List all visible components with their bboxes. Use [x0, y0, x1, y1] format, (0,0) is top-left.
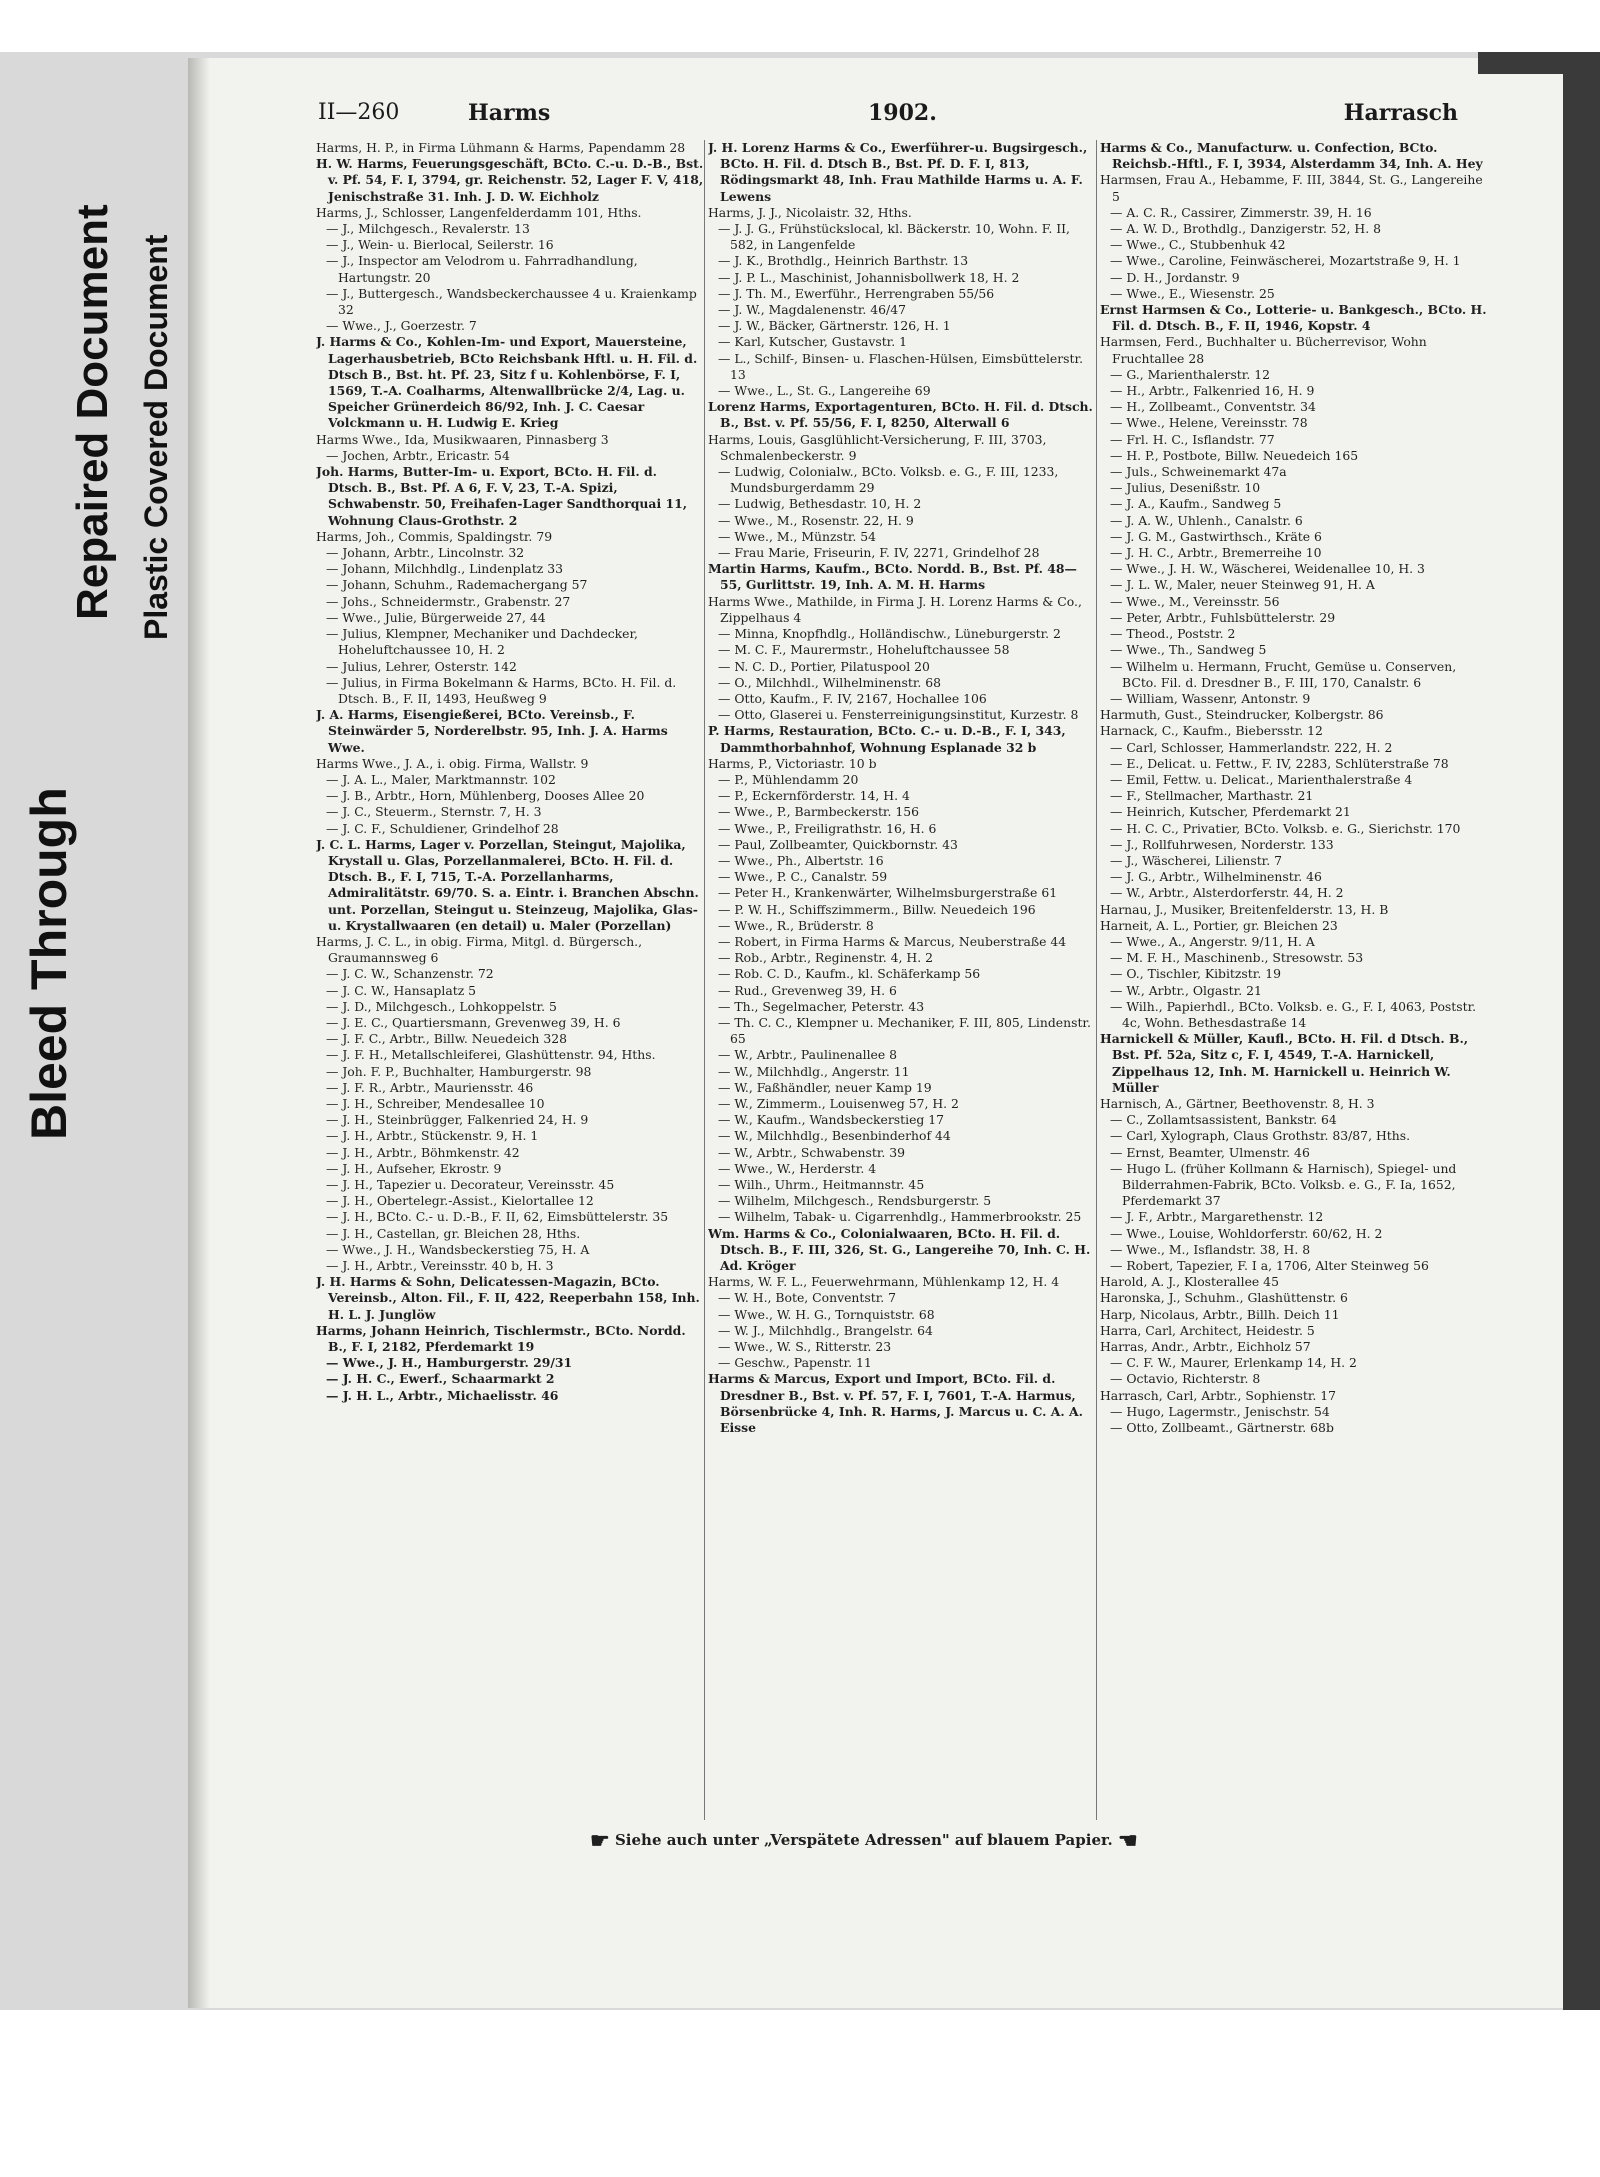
directory-entry: — H., Arbtr., Falkenried 16, H. 9 [1110, 383, 1315, 399]
directory-entry: — Julius, Desenißstr. 10 [1110, 480, 1261, 496]
directory-entry: P. Harms, Restauration, BCto. C.- u. D.-B., F. I, 343, Dammthorbahnhof, Wohnung Esplanade 32 b [708, 723, 1066, 755]
directory-entry: J. Harms & Co., Kohlen-Im- und Export, Mauersteine, Lagerhausbetrieb, BCto Reichsbank Hftl. u. H. Fil. d. Dtsch B., Bst. ht. Pf. 23, Sitz f u. Kohlenbörse, F. I, 1569, T.-A. Coalharms, Altenwallbrücke 2/4, Lag. u. Speicher Grünerdeich 86/92, Inh. J. C. Caesar Volckmann u. H. Ludwig E. Krieg [316, 334, 698, 431]
directory-entry: — J. A. W., Uhlenh., Canalstr. 6 [1110, 512, 1303, 528]
directory-entry: — Wilhelm, Milchgesch., Rendsburgerstr. 5 [718, 1193, 992, 1209]
directory-entry: — J. E. C., Quartiersmann, Grevenweg 39, H. 6 [326, 1014, 621, 1030]
directory-entry: — W., Arbtr., Paulinenallee 8 [718, 1047, 898, 1063]
directory-entry: — Robert, Tapezier, F. I a, 1706, Alter Steinweg 56 [1110, 1258, 1429, 1274]
directory-entry: — J. F., Arbtr., Margarethenstr. 12 [1110, 1209, 1324, 1225]
directory-entry: — Otto, Zollbeamt., Gärtnerstr. 68b [1110, 1420, 1334, 1436]
directory-entry: — G., Marienthalerstr. 12 [1110, 366, 1270, 382]
directory-entry: — J., Wäscherei, Lilienstr. 7 [1110, 852, 1282, 868]
pointing-hand-left-icon: ☚ [1117, 1828, 1138, 1854]
directory-entry: Harms, P., Victoriastr. 10 b [708, 755, 877, 771]
directory-entry: — Johann, Arbtr., Lincolnstr. 32 [326, 545, 525, 561]
directory-entry: — W., Zimmerm., Louisenweg 57, H. 2 [718, 1095, 959, 1111]
directory-entry: Harms, H. P., in Firma Lühmann & Harms, Papendamm 28 [316, 140, 686, 155]
directory-entry: — Heinrich, Kutscher, Pferdemarkt 21 [1110, 804, 1351, 820]
directory-entry: — J. C. W., Hansaplatz 5 [326, 982, 477, 998]
directory-entry: — Julius, in Firma Bokelmann & Harms, BCto. H. Fil. d. Dtsch. B., F. II, 1493, Heußweg 9 [326, 674, 677, 706]
directory-entry: — Wwe., P., Freiligrathstr. 16, H. 6 [718, 820, 937, 836]
footer-text: Siehe auch unter „Verspätete Adressen" auf blauem Papier. [614, 1831, 1113, 1849]
directory-entry: — Juls., Schweinemarkt 47a [1110, 464, 1287, 480]
directory-entry: Harms, Louis, Gasglühlicht-Versicherung, F. III, 3703, Schmalenbeckerstr. 9 [708, 431, 1047, 463]
directory-column-3 [1100, 140, 1488, 1840]
directory-entry: — W., Kaufm., Wandsbeckerstieg 17 [718, 1112, 945, 1128]
directory-entry: J. A. Harms, Eisengießerei, BCto. Vereinsb., F. Steinwärder 5, Norderelbstr. 95, Inh. J. A. Harms Wwe. [316, 707, 668, 755]
directory-entry: — Wwe., Th., Sandweg 5 [1110, 642, 1267, 658]
directory-entry: Harms Wwe., J. A., i. obig. Firma, Wallstr. 9 [316, 755, 589, 771]
directory-entry: — J., Rollfuhrwesen, Norderstr. 133 [1110, 836, 1334, 852]
directory-entry: — J. W., Bäcker, Gärtnerstr. 126, H. 1 [718, 318, 951, 334]
page-number: II—260 [318, 100, 400, 125]
directory-entry: — J. H. L., Arbtr., Michaelisstr. 46 [326, 1387, 559, 1403]
directory-entry: — Wwe., M., Münzstr. 54 [718, 528, 877, 544]
directory-entry: — Rud., Grevenweg 39, H. 6 [718, 982, 897, 998]
directory-entry: — Theod., Poststr. 2 [1110, 626, 1236, 642]
directory-entry: — Wwe., Helene, Vereinsstr. 78 [1110, 415, 1308, 431]
directory-entry: — Jochen, Arbtr., Ericastr. 54 [326, 447, 510, 463]
directory-entry: — W. H., Bote, Conventstr. 7 [718, 1290, 897, 1306]
directory-entry: — P., Mühlendamm 20 [718, 771, 859, 787]
directory-entry: J. H. Harms & Sohn, Delicatessen-Magazin, BCto. Vereinsb., Alton. Fil., F. II, 422, Reeperbahn 158, Inh. H. L. J. Junglöw [316, 1274, 700, 1322]
directory-entry: — J. H., Arbtr., Böhmkenstr. 42 [326, 1144, 520, 1160]
directory-entry: Harms, J., Schlosser, Langenfelderdamm 101, Hths. [316, 204, 642, 220]
page-header [318, 100, 1458, 134]
directory-entry: — Robert, in Firma Harms & Marcus, Neuberstraße 44 [718, 933, 1067, 949]
directory-entry: — M. F. H., Maschinenb., Stresowstr. 53 [1110, 950, 1364, 966]
directory-entry: — Paul, Zollbeamter, Quickbornstr. 43 [718, 836, 958, 852]
directory-entry: — Ernst, Beamter, Ulmenstr. 46 [1110, 1144, 1310, 1160]
directory-entry: — Joh. F. P., Buchhalter, Hamburgerstr. 98 [326, 1063, 592, 1079]
directory-entry: — Wwe., M., Rosenstr. 22, H. 9 [718, 512, 914, 528]
directory-entry: — W., Arbtr., Olgastr. 21 [1110, 982, 1262, 998]
directory-entry: Harms, J. J., Nicolaistr. 32, Hths. [708, 204, 912, 220]
directory-entry: — William, Wassenr, Antonstr. 9 [1110, 690, 1311, 706]
directory-entry: — J. H., Obertelegr.-Assist., Kielortallee 12 [326, 1193, 594, 1209]
column-divider [1096, 140, 1097, 1820]
directory-entry: — Hugo, Lagermstr., Jenischstr. 54 [1110, 1403, 1330, 1419]
directory-entry: — A. W. D., Brothdlg., Danzigerstr. 52, H. 8 [1110, 221, 1381, 237]
directory-entry: — J., Inspector am Velodrom u. Fahrradhandlung, Hartungstr. 20 [326, 253, 638, 285]
directory-entry: — J. P. L., Maschinist, Johannisbollwerk 18, H. 2 [718, 269, 1020, 285]
directory-entry: — J. F. H., Metallschleiferei, Glashüttenstr. 94, Hths. [326, 1047, 656, 1063]
directory-entry: Harms Wwe., Ida, Musikwaaren, Pinnasberg 3 [316, 431, 609, 447]
directory-entry: — F., Stellmacher, Marthastr. 21 [1110, 788, 1314, 804]
directory-entry: — J., Milchgesch., Revalerstr. 13 [326, 221, 530, 237]
directory-entry: — Wwe., J. H., Hamburgerstr. 29/31 [326, 1355, 573, 1371]
directory-entry: Joh. Harms, Butter-Im- u. Export, BCto. H. Fil. d. Dtsch. B., Bst. Pf. A 6, F. V, 23, T.-A. Spizi, Schwabenstr. 50, Freihafen-Lager Sandthorquai 11, Wohnung Claus-Grothstr. 2 [316, 464, 688, 528]
directory-entry: — A. C. R., Cassirer, Zimmerstr. 39, H. 16 [1110, 204, 1372, 220]
directory-entry: Harneit, A. L., Portier, gr. Bleichen 23 [1100, 917, 1338, 933]
directory-entry: Martin Harms, Kaufm., BCto. Nordd. B., Bst. Pf. 48—55, Gurlittstr. 19, Inh. A. M. H. Harms [708, 561, 1077, 593]
directory-entry: — Julius, Klempner, Mechaniker und Dachdecker, Hoheluftchaussee 10, H. 2 [326, 626, 638, 658]
directory-entry: — J. H., Steinbrügger, Falkenried 24, H. 9 [326, 1112, 589, 1128]
directory-entry: — C. F. W., Maurer, Erlenkamp 14, H. 2 [1110, 1355, 1357, 1371]
directory-entry: — W., Faßhändler, neuer Kamp 19 [718, 1079, 932, 1095]
directory-entry: — P., Eckernförderstr. 14, H. 4 [718, 788, 910, 804]
directory-entry: — Wilh., Uhrm., Heitmannstr. 45 [718, 1177, 925, 1192]
directory-entry: — Wwe., J., Goerzestr. 7 [326, 318, 477, 334]
directory-entry: Harms Wwe., Mathilde, in Firma J. H. Lorenz Harms & Co., Zippelhaus 4 [708, 593, 1082, 625]
directory-entry: — O., Milchhdl., Wilhelminenstr. 68 [718, 674, 942, 690]
directory-entry: — Wilhelm u. Hermann, Frucht, Gemüse u. Conserven, BCto. Fil. d. Dresdner B., F. III, 170, Canalstr. 6 [1110, 658, 1457, 690]
directory-entry: — Wwe., Ph., Albertstr. 16 [718, 852, 884, 868]
directory-entry: — J. H. C., Arbtr., Bremerreihe 10 [1110, 545, 1322, 561]
directory-entry: — Hugo L. (früher Kollmann & Harnisch), Spiegel- und Bilderrahmen-Fabrik, BCto. Volksb. e. G., F. Ia, 1652, Pferdemarkt 37 [1110, 1160, 1457, 1209]
directory-entry: J. H. Lorenz Harms & Co., Ewerführer-u. Bugsirgesch., BCto. H. Fil. d. Dtsch B., Bst. Pf. D. F. I, 813, Rödingsmarkt 48, Inh. Frau Mathilde Harms u. A. F. Lewens [708, 140, 1088, 204]
directory-entry: — Th., Segelmacher, Peterstr. 43 [718, 998, 925, 1014]
directory-entry: — J. H., Arbtr., Stückenstr. 9, H. 1 [326, 1128, 539, 1144]
directory-entry: — J. C. F., Schuldiener, Grindelhof 28 [326, 820, 559, 836]
directory-entry: — Peter, Arbtr., Fuhlsbüttelerstr. 29 [1110, 609, 1336, 625]
directory-entry: — Wwe., W. S., Ritterstr. 23 [718, 1339, 892, 1355]
directory-entry: — J. H., BCto. C.- u. D.-B., F. II, 62, Eimsbüttelerstr. 35 [326, 1209, 669, 1225]
directory-entry: — J. H., Schreiber, Mendesallee 10 [326, 1095, 545, 1111]
directory-entry: — Wwe., L., St. G., Langereihe 69 [718, 383, 931, 399]
directory-entry: — Ludwig, Bethesdastr. 10, H. 2 [718, 496, 922, 512]
directory-entry: — W., Arbtr., Schwabenstr. 39 [718, 1144, 906, 1160]
directory-entry: — C., Zollamtsassistent, Bankstr. 64 [1110, 1112, 1337, 1128]
directory-entry: — Geschw., Papenstr. 11 [718, 1355, 872, 1371]
directory-entry: Harms, Johann Heinrich, Tischlermstr., BCto. Nordd. B., F. I, 2182, Pferdemarkt 19 [316, 1322, 686, 1355]
directory-entry: Harms & Co., Manufacturw. u. Confection, BCto. Reichsb.-Hftl., F. I, 3934, Alsterdamm 34, Inh. A. Hey [1100, 140, 1483, 172]
directory-entry: — Johann, Milchhdlg., Lindenplatz 33 [326, 561, 564, 577]
directory-entry: — J. F. C., Arbtr., Billw. Neuedeich 328 [326, 1031, 567, 1047]
directory-entry: Harms, W. F. L., Feuerwehrmann, Mühlenkamp 12, H. 4 [708, 1274, 1060, 1290]
directory-entry: — Wwe., J. H. W., Wäscherei, Weidenallee 10, H. 3 [1110, 561, 1425, 577]
directory-entry: — Wwe., M., Isflandstr. 38, H. 8 [1110, 1241, 1311, 1257]
directory-entry: — Otto, Glaserei u. Fensterreinigungsinstitut, Kurzestr. 8 [718, 707, 1079, 723]
directory-entry: — Wwe., R., Brüderstr. 8 [718, 917, 874, 933]
directory-entry: — Wwe., Louise, Wohldorferstr. 60/62, H. 2 [1110, 1225, 1383, 1241]
directory-entry: Harms, J. C. L., in obig. Firma, Mitgl. d. Bürgersch., Graumannsweg 6 [316, 933, 643, 966]
directory-entry: — J. G., Arbtr., Wilhelminenstr. 46 [1110, 869, 1322, 885]
pointing-hand-right-icon: ☛ [590, 1828, 610, 1854]
directory-entry: — Wwe., W., Herderstr. 4 [718, 1160, 877, 1176]
directory-entry: — Wilh., Papierhdl., BCto. Volksb. e. G., F. I, 4063, Poststr. 4c, Wohn. Bethesdastraße 14 [1110, 998, 1477, 1030]
directory-entry: — W., Milchhdlg., Angerstr. 11 [718, 1063, 910, 1079]
directory-entry: — J. H., Tapezier u. Decorateur, Vereinsstr. 45 [326, 1177, 615, 1192]
directory-entry: — Frl. H. C., Isflandstr. 77 [1110, 431, 1275, 447]
label-bleed-through: Bleed Through [21, 787, 77, 1140]
directory-entry: Harnisch, A., Gärtner, Beethovenstr. 8, H. 3 [1100, 1095, 1375, 1111]
scanner-edge-right [1563, 52, 1600, 2010]
directory-entry: — Carl, Schlosser, Hammerlandstr. 222, H. 2 [1110, 739, 1393, 755]
directory-entry: — Octavio, Richterstr. 8 [1110, 1371, 1261, 1387]
directory-entry: Harms, Joh., Commis, Spaldingstr. 79 [316, 528, 553, 544]
directory-entry: Lorenz Harms, Exportagenturen, BCto. H. Fil. d. Dtsch. B., Bst. v. Pf. 55/56, F. I, 8250, Alterwall 6 [708, 399, 1093, 431]
directory-entry: — J. K., Brothdlg., Heinrich Barthstr. 13 [718, 253, 969, 269]
directory-entry: Harnau, J., Musiker, Breitenfelderstr. 13, H. B [1100, 901, 1389, 917]
page-binding-shadow [188, 58, 210, 2008]
directory-entry: — Peter H., Krankenwärter, Wilhelmsburgerstraße 61 [718, 885, 1058, 901]
directory-entry: — Wwe., W. H. G., Tornquiststr. 68 [718, 1306, 935, 1322]
directory-entry: — Wwe., E., Wiesenstr. 25 [1110, 285, 1275, 301]
directory-entry: — M. C. F., Maurermstr., Hoheluftchaussee 58 [718, 642, 1010, 658]
directory-entry: — J. G. M., Gastwirthsch., Kräte 6 [1110, 528, 1322, 544]
directory-entry: Harmsen, Ferd., Buchhalter u. Bücherrevisor, Wohn Fruchtallee 28 [1100, 334, 1427, 366]
directory-entry: — Julius, Lehrer, Osterstr. 142 [326, 658, 517, 674]
directory-entry: Harmsen, Frau A., Hebamme, F. III, 3844, St. G., Langereihe 5 [1100, 172, 1483, 204]
directory-entry: — D. H., Jordanstr. 9 [1110, 269, 1240, 285]
directory-entry: Harms & Marcus, Export und Import, BCto. Fil. d. Dresdner B., Bst. v. Pf. 57, F. I, 7601, T.-A. Harmus, Börsenbrücke 4, Inh. R. Harms, J. Marcus u. C. A. A. Eisse [708, 1371, 1083, 1436]
footer-note [590, 1828, 1190, 1854]
directory-entry: — Wwe., P. C., Canalstr. 59 [718, 869, 888, 885]
directory-entry: Harmuth, Gust., Steindrucker, Kolbergstr. 86 [1100, 707, 1384, 723]
directory-entry: — H., Zollbeamt., Conventstr. 34 [1110, 399, 1316, 415]
directory-entry: — O., Tischler, Kibitzstr. 19 [1110, 966, 1281, 982]
directory-entry: — Wwe., P., Barmbeckerstr. 156 [718, 804, 920, 820]
directory-entry: — Emil, Fettw. u. Delicat., Marienthalerstraße 4 [1110, 771, 1413, 787]
column-divider [704, 140, 705, 1820]
label-plastic-covered: Plastic Covered Document [138, 234, 174, 640]
directory-entry: — J., Buttergesch., Wandsbeckerchaussee 4 u. Kraienkamp 32 [326, 285, 697, 318]
directory-entry: — H. C. C., Privatier, BCto. Volksb. e. G., Sierichstr. 170 [1110, 820, 1461, 836]
directory-column-1 [316, 140, 704, 1840]
header-left-keyword: Harms [468, 100, 551, 126]
directory-entry: Harp, Nicolaus, Arbtr., Billh. Deich 11 [1100, 1306, 1340, 1322]
directory-entry: — J. H., Aufseher, Ekrostr. 9 [326, 1160, 502, 1176]
directory-entry: — Rob., Arbtr., Reginenstr. 4, H. 2 [718, 950, 933, 966]
directory-entry: — W., Arbtr., Alsterdorferstr. 44, H. 2 [1110, 885, 1344, 901]
directory-entry: — Otto, Kaufm., F. IV, 2167, Hochallee 106 [718, 690, 987, 706]
directory-entry: — W., Milchhdlg., Besenbinderhof 44 [718, 1128, 951, 1144]
directory-entry: — J. C. W., Schanzenstr. 72 [326, 966, 494, 982]
directory-entry: — L., Schilf-, Binsen- u. Flaschen-Hülsen, Eimsbüttelerstr. 13 [718, 350, 1084, 382]
header-right-keyword: Harrasch [1343, 100, 1458, 126]
directory-entry: — H. P., Postbote, Billw. Neuedeich 165 [1110, 447, 1359, 463]
directory-entry: H. W. Harms, Feuerungsgeschäft, BCto. C.-u. D.-B., Bst. v. Pf. 54, F. I, 3794, gr. Reichenstr. 52, Lager F. V, 418, Jenischstraße 31. Inh. J. D. W. Eichholz [316, 156, 704, 204]
directory-entry: Harras, Andr., Arbtr., Eichholz 57 [1100, 1339, 1311, 1355]
directory-entry: Harrasch, Carl, Arbtr., Sophienstr. 17 [1100, 1387, 1337, 1403]
directory-entry: Ernst Harmsen & Co., Lotterie- u. Bankgesch., BCto. H. Fil. d. Dtsch. B., F. II, 1946, Kopstr. 4 [1100, 302, 1487, 334]
directory-entry: Wm. Harms & Co., Colonialwaaren, BCto. H. Fil. d. Dtsch. B., F. III, 326, St. G., Langereihe 70, Inh. C. H. Ad. Kröger [708, 1225, 1091, 1274]
header-year: 1902. [868, 100, 937, 126]
directory-entry: — Frau Marie, Friseurin, F. IV, 2271, Grindelhof 28 [718, 545, 1040, 561]
directory-entry: — P. W. H., Schiffszimmerm., Billw. Neuedeich 196 [718, 901, 1036, 917]
directory-entry: — Wwe., M., Vereinsstr. 56 [1110, 593, 1280, 609]
directory-entry: — Wilhelm, Tabak- u. Cigarrenhdlg., Hammerbrookstr. 25 [718, 1209, 1082, 1225]
directory-entry: — Th. C. C., Klempner u. Mechaniker, F. III, 805, Lindenstr. 65 [718, 1014, 1091, 1047]
directory-entry: — Ludwig, Colonialw., BCto. Volksb. e. G., F. III, 1233, Mundsburgerdamm 29 [718, 464, 1059, 496]
directory-entry: — N. C. D., Portier, Pilatuspool 20 [718, 658, 930, 674]
directory-entry: — J. D., Milchgesch., Lohkoppelstr. 5 [326, 998, 557, 1014]
document-labels [20, 160, 180, 1140]
directory-entry: — J. W., Magdalenenstr. 46/47 [718, 302, 906, 318]
label-repaired-document: Repaired Document [68, 204, 117, 620]
directory-entry: — Wwe., A., Angerstr. 9/11, H. A [1110, 933, 1315, 949]
directory-entry: — J. C., Steuerm., Sternstr. 7, H. 3 [326, 804, 542, 820]
directory-entry: J. C. L. Harms, Lager v. Porzellan, Steingut, Majolika, Krystall u. Glas, Porzellanmalerei, BCto. H. Fil. d. Dtsch. B., F. I, 715, T.-A. Porzellanharms, Admiralitätstr. 69/70. S. a. Eintr. i. Branchen Abschn. unt. Porzellan, Steingut u. Steinzeug, Majolika, Glas- u. Krystallwaaren (en detail) u. Maler (Porzellan) [316, 836, 699, 933]
directory-entry: — J. Th. M., Ewerführ., Herrengraben 55/56 [718, 285, 995, 301]
directory-entry: — J. L. W., Maler, neuer Steinweg 91, H. A [1110, 577, 1375, 593]
directory-entry: Harnickell & Müller, Kaufl., BCto. H. Fil. d Dtsch. B., Bst. Pf. 52a, Sitz c, F. I, 4549, T.-A. Harnickell, Zippelhaus 12, Inh. M. Harnickell u. Heinrich W. Müller [1100, 1031, 1469, 1095]
directory-entry: — J. A., Kaufm., Sandweg 5 [1110, 496, 1282, 512]
directory-entry: — Rob. C. D., Kaufm., kl. Schäferkamp 56 [718, 966, 981, 982]
directory-entry: — Minna, Knopfhdlg., Holländischw., Lüneburgerstr. 2 [718, 626, 1061, 642]
directory-entry: — J. H., Arbtr., Vereinsstr. 40 b, H. 3 [326, 1258, 554, 1274]
directory-entry: — Carl, Xylograph, Claus Grothstr. 83/87, Hths. [1110, 1128, 1411, 1144]
directory-entry: — J. J. G., Frühstückslocal, kl. Bäckerstr. 10, Wohn. F. II, 582, in Langenfelde [718, 221, 1070, 253]
directory-entry: — J. A. L., Maler, Marktmannstr. 102 [326, 771, 556, 787]
directory-entry: — J. H. C., Ewerf., Schaarmarkt 2 [326, 1371, 555, 1387]
directory-entry: — J. H., Castellan, gr. Bleichen 28, Hths. [326, 1225, 581, 1241]
directory-entry: Harnack, C., Kaufm., Biebersstr. 12 [1100, 723, 1323, 739]
directory-entry: — Johs., Schneidermstr., Grabenstr. 27 [326, 593, 571, 609]
directory-column-2 [708, 140, 1096, 1840]
directory-entry: — Wwe., Caroline, Feinwäscherei, Mozartstraße 9, H. 1 [1110, 253, 1461, 269]
directory-entry: — E., Delicat. u. Fettw., F. IV, 2283, Schlüterstraße 78 [1110, 755, 1449, 771]
directory-entry: Haronska, J., Schuhm., Glashüttenstr. 6 [1100, 1290, 1348, 1306]
directory-entry: — Wwe., C., Stubbenhuk 42 [1110, 237, 1286, 253]
directory-entry: — Wwe., Julie, Bürgerweide 27, 44 [326, 609, 546, 625]
directory-entry: — J. B., Arbtr., Horn, Mühlenberg, Dooses Allee 20 [326, 788, 645, 804]
directory-entry: — Johann, Schuhm., Rademachergang 57 [326, 577, 588, 593]
directory-entry: — W. J., Milchhdlg., Brangelstr. 64 [718, 1322, 933, 1338]
directory-entry: — J. F. R., Arbtr., Mauriensstr. 46 [326, 1079, 534, 1095]
directory-entry: Harold, A. J., Klosterallee 45 [1100, 1274, 1279, 1290]
directory-entry: Harra, Carl, Architect, Heidestr. 5 [1100, 1322, 1315, 1338]
directory-entry: — Karl, Kutscher, Gustavstr. 1 [718, 334, 907, 350]
directory-entry: — J., Wein- u. Bierlocal, Seilerstr. 16 [326, 237, 554, 253]
directory-entry: — Wwe., J. H., Wandsbeckerstieg 75, H. A [326, 1241, 590, 1257]
